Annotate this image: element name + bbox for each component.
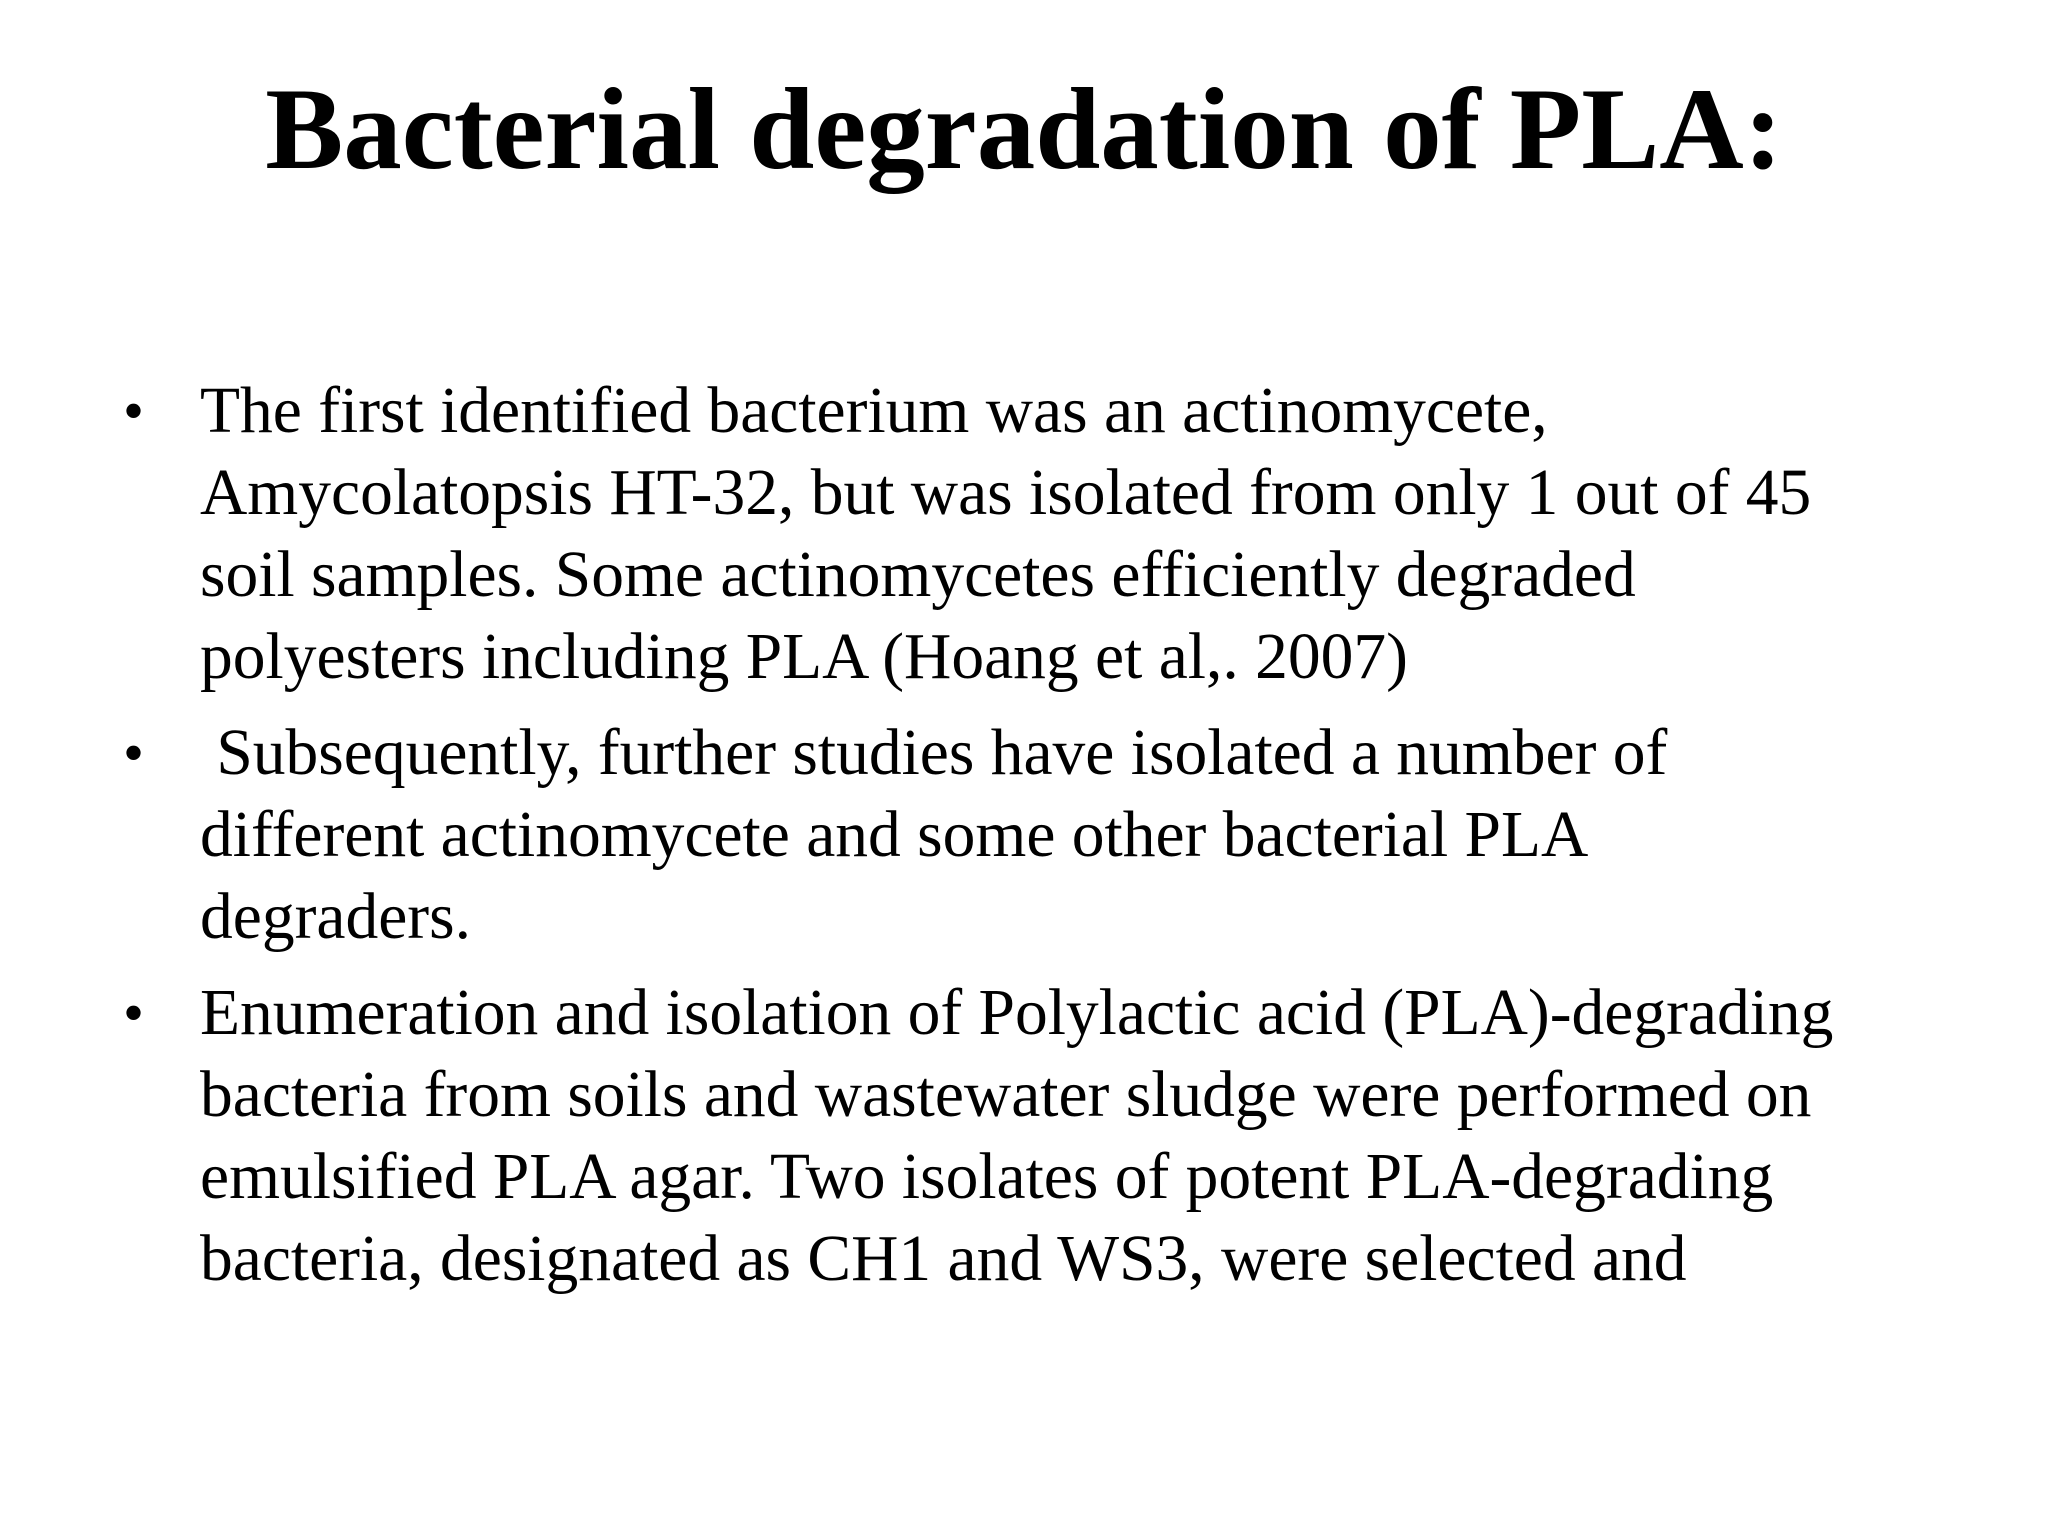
bullet-text (200, 972, 1928, 1300)
slide-title: Bacterial degradation of PLA: (265, 65, 1783, 194)
bullet-icon: • (123, 378, 145, 444)
bullet-item-1 (0, 370, 2048, 698)
bullet-line: bacteria from soils and wastewater sludge were performed on (200, 1059, 1812, 1131)
bullet-line: The first identified bacterium was an actinomycete, (200, 375, 1548, 447)
bullet-text (200, 712, 1928, 958)
bullet-list (0, 370, 2048, 1314)
bullet-line: soil samples. Some actinomycetes efficiently degraded (200, 539, 1636, 611)
bullet-line: different actinomycete and some other bacterial PLA (200, 799, 1589, 871)
bullet-line: polyesters including PLA (Hoang et al,. 2007) (200, 621, 1408, 693)
bullet-item-2 (0, 712, 2048, 958)
bullet-text (200, 370, 1928, 698)
bullet-item-3 (0, 972, 2048, 1300)
bullet-line: emulsified PLA agar. Two isolates of potent PLA-degrading (200, 1141, 1774, 1213)
bullet-line: degraders. (200, 881, 471, 953)
bullet-line: Amycolatopsis HT-32, but was isolated from only 1 out of 45 (200, 457, 1812, 529)
bullet-icon: • (123, 720, 145, 786)
bullet-line: bacteria, designated as CH1 and WS3, were selected and (200, 1223, 1687, 1295)
bullet-line: Enumeration and isolation of Polylactic acid (PLA)-degrading (200, 977, 1834, 1049)
bullet-line: Subsequently, further studies have isolated a number of (200, 717, 1668, 789)
bullet-icon: • (123, 980, 145, 1046)
